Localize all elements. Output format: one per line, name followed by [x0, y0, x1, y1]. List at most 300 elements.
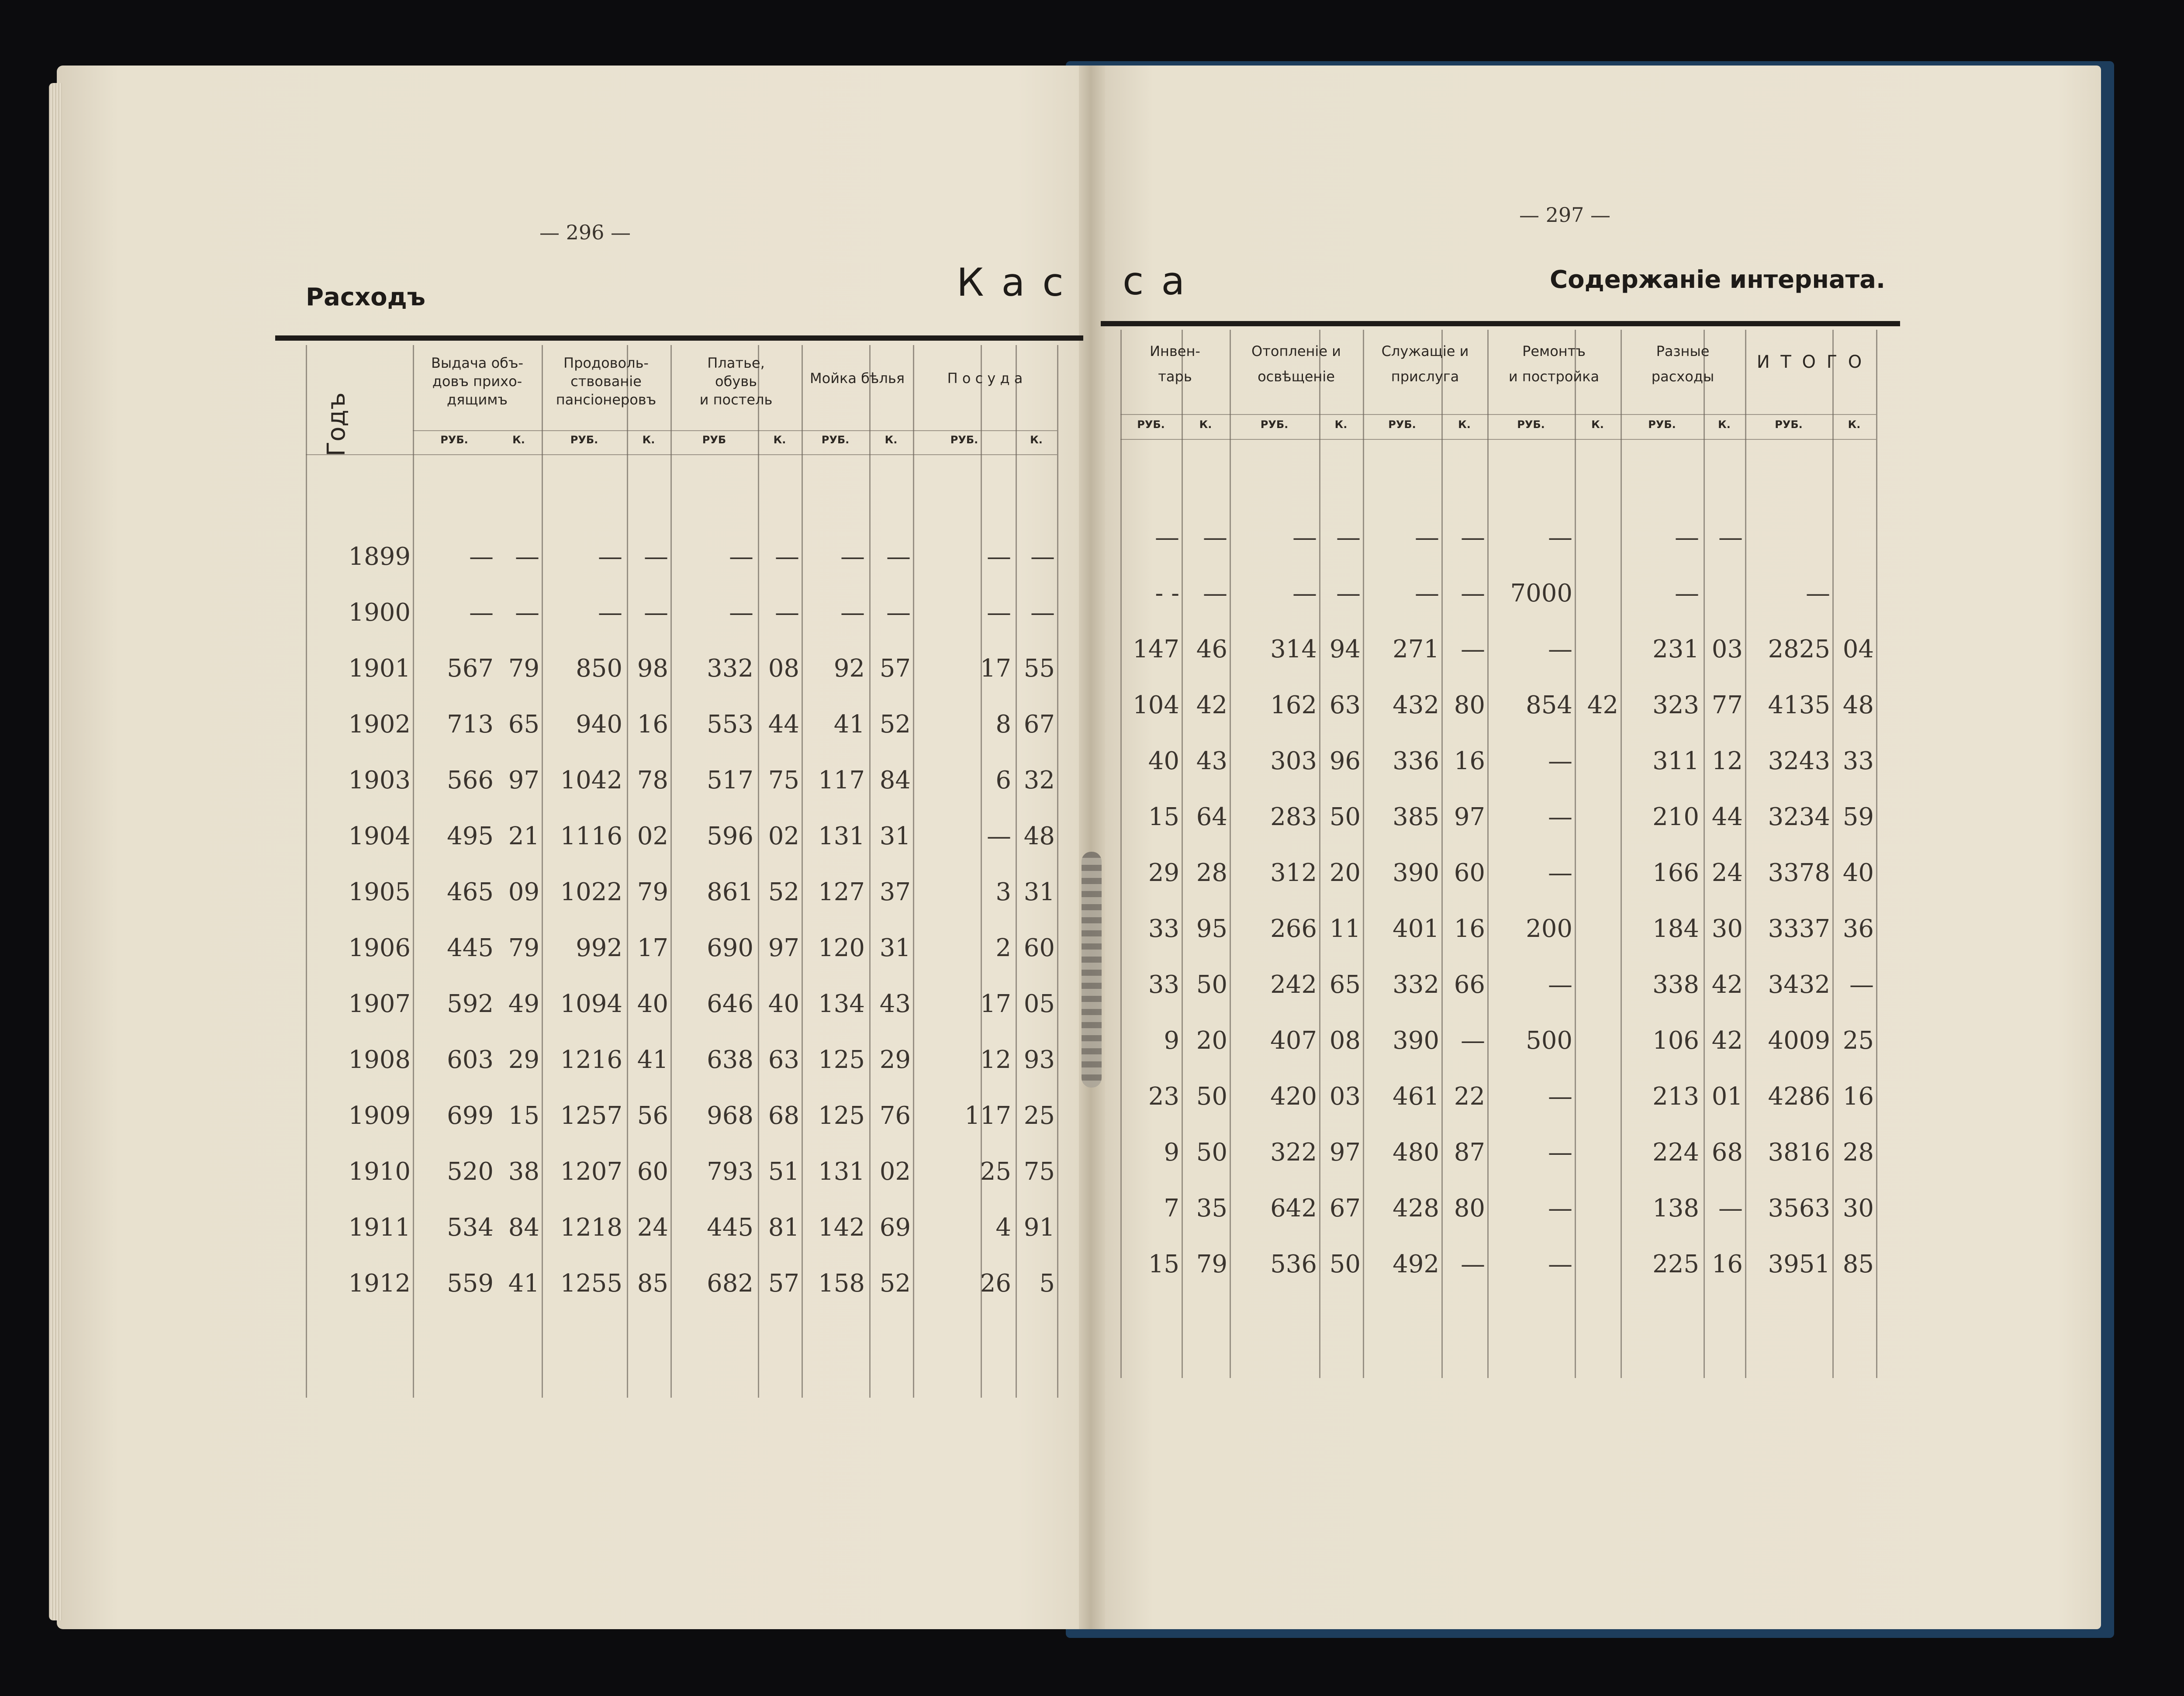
right-amount-kop: 97 [1454, 803, 1485, 831]
right-amount-rub: 213 [1652, 1082, 1699, 1111]
row-year: 1902 [348, 710, 411, 739]
right-amount-rub: 390 [1393, 859, 1439, 887]
amount-kop: 43 [879, 990, 911, 1018]
right-amount-rub: 231 [1652, 635, 1699, 663]
right-kop-header: К. [1334, 418, 1348, 431]
right-rub-header: РУБ. [1775, 418, 1803, 431]
right-column-divider [1182, 330, 1183, 1378]
right-amount-rub: — [1675, 579, 1699, 608]
right-amount-rub: — [1548, 803, 1572, 831]
amount-rub: — [840, 542, 865, 571]
amount-rub: 8 [995, 710, 1011, 739]
amount-rub: 699 [447, 1102, 494, 1130]
right-amount-kop: — [1336, 523, 1361, 552]
right-amount-kop: 85 [1842, 1250, 1874, 1278]
amount-rub: 17 [980, 654, 1011, 683]
left-column-header: Мойка бѣлья [810, 370, 905, 387]
right-amount-rub: 536 [1270, 1250, 1317, 1278]
row-year: 1905 [348, 878, 411, 906]
amount-kop: 91 [1023, 1213, 1055, 1242]
amount-rub: 41 [833, 710, 865, 739]
right-amount-rub: — [1548, 1082, 1572, 1111]
right-column-divider [1575, 330, 1576, 1378]
amount-rub: 638 [707, 1046, 753, 1074]
right-rub-header: РУБ. [1260, 418, 1289, 431]
amount-kop: — [1030, 542, 1055, 571]
amount-kop: — [1030, 598, 1055, 627]
amount-kop: 67 [1023, 710, 1055, 739]
amount-kop: — [644, 598, 668, 627]
left-rub-header: РУБ. [570, 434, 598, 446]
right-amount-kop: 40 [1842, 859, 1874, 887]
right-rub-header: РУБ. [1137, 418, 1165, 431]
amount-kop: 76 [879, 1102, 911, 1130]
amount-kop: 02 [637, 822, 668, 850]
amount-kop: 02 [879, 1157, 911, 1186]
right-amount-kop: 04 [1842, 635, 1874, 663]
left-page-number: — 296 — [539, 221, 631, 244]
amount-rub: 1116 [560, 822, 622, 850]
amount-kop: 78 [637, 766, 668, 794]
right-amount-kop: 01 [1711, 1082, 1743, 1111]
right-amount-kop: 03 [1329, 1082, 1361, 1111]
amount-kop: 63 [768, 1046, 799, 1074]
amount-kop: 40 [637, 990, 668, 1018]
amount-rub: — [987, 822, 1011, 850]
title-left-part: К а с [957, 260, 1066, 305]
right-amount-rub: 224 [1652, 1138, 1699, 1167]
amount-rub: — [987, 542, 1011, 571]
right-amount-kop: — [1849, 971, 1874, 999]
right-amount-kop: 77 [1711, 691, 1743, 719]
right-amount-rub: 3337 [1768, 915, 1830, 943]
right-amount-kop: 80 [1454, 1194, 1485, 1223]
right-amount-kop: 66 [1454, 971, 1485, 999]
amount-rub: 793 [707, 1157, 753, 1186]
left-kop-header: К. [773, 434, 786, 446]
amount-kop: 98 [637, 654, 668, 683]
right-amount-rub: 323 [1652, 691, 1699, 719]
right-rub-header: РУБ. [1648, 418, 1676, 431]
right-amount-kop: 50 [1196, 971, 1227, 999]
right-amount-rub: — [1548, 747, 1572, 775]
right-amount-kop: — [1461, 523, 1485, 552]
amount-rub: 567 [447, 654, 494, 683]
right-amount-kop: — [1461, 1026, 1485, 1055]
right-amount-rub: 147 [1133, 635, 1179, 663]
right-amount-rub: 420 [1270, 1082, 1317, 1111]
amount-kop: — [775, 542, 799, 571]
right-amount-rub: 3563 [1768, 1194, 1830, 1223]
right-amount-rub: 33 [1148, 915, 1179, 943]
amount-kop: 56 [637, 1102, 668, 1130]
right-amount-kop: 97 [1329, 1138, 1361, 1167]
amount-kop: 38 [508, 1157, 539, 1186]
right-rub-header: РУБ. [1388, 418, 1416, 431]
amount-rub: 603 [447, 1046, 494, 1074]
right-amount-kop: 87 [1454, 1138, 1485, 1167]
amount-rub: 131 [818, 1157, 865, 1186]
amount-rub: 861 [707, 878, 753, 906]
right-amount-kop: 50 [1196, 1138, 1227, 1167]
left-column-divider [1057, 345, 1058, 1398]
right-amount-rub: — [1675, 523, 1699, 552]
right-amount-rub: 3432 [1768, 971, 1830, 999]
right-amount-kop: 96 [1329, 747, 1361, 775]
amount-rub: 1216 [560, 1046, 622, 1074]
amount-kop: 41 [637, 1046, 668, 1074]
right-page [1096, 66, 2101, 1629]
right-amount-rub: 332 [1393, 971, 1439, 999]
right-amount-kop: 12 [1711, 747, 1743, 775]
amount-rub: 592 [447, 990, 494, 1018]
right-amount-kop: 48 [1842, 691, 1874, 719]
amount-rub: 125 [818, 1046, 865, 1074]
row-year: 1904 [348, 822, 411, 850]
amount-rub: 465 [447, 878, 494, 906]
right-amount-rub: 492 [1393, 1250, 1439, 1278]
right-amount-rub: — [1415, 523, 1439, 552]
amount-rub: 992 [576, 934, 622, 962]
right-amount-rub: — [1548, 1138, 1572, 1167]
amount-rub: 553 [707, 710, 753, 739]
right-amount-kop: 42 [1587, 691, 1618, 719]
amount-rub: 332 [707, 654, 753, 683]
left-header-rule [306, 454, 1057, 455]
right-amount-kop: 24 [1711, 859, 1743, 887]
right-column-header: Служащіе и прислуга [1381, 343, 1469, 385]
year-header: Годъ [322, 392, 351, 456]
amount-rub: 2 [995, 934, 1011, 962]
right-column-header: Ремонтъ и постройка [1508, 343, 1600, 385]
right-amount-kop: 67 [1329, 1194, 1361, 1223]
right-amount-rub: 642 [1270, 1194, 1317, 1223]
amount-rub: 1042 [560, 766, 622, 794]
right-amount-kop: 22 [1454, 1082, 1485, 1111]
right-amount-rub: 3951 [1768, 1250, 1830, 1278]
right-amount-kop: 16 [1711, 1250, 1743, 1278]
right-amount-rub: 104 [1133, 691, 1179, 719]
amount-kop: 21 [508, 822, 539, 850]
amount-kop: — [886, 542, 911, 571]
amount-kop: — [515, 598, 539, 627]
right-amount-rub: 312 [1270, 859, 1317, 887]
right-amount-rub: 210 [1652, 803, 1699, 831]
right-amount-rub: 338 [1652, 971, 1699, 999]
amount-kop: 16 [637, 710, 668, 739]
amount-kop: — [515, 542, 539, 571]
expense-label: Расходъ [306, 283, 425, 311]
amount-rub: 566 [447, 766, 494, 794]
right-amount-rub: 322 [1270, 1138, 1317, 1167]
right-amount-rub: — [1548, 1194, 1572, 1223]
right-amount-kop: 30 [1842, 1194, 1874, 1223]
right-amount-rub: 271 [1393, 635, 1439, 663]
right-amount-rub: 314 [1270, 635, 1317, 663]
right-amount-kop: — [1461, 635, 1485, 663]
right-amount-rub: — [1155, 523, 1179, 552]
amount-rub: 495 [447, 822, 494, 850]
right-amount-kop: — [1718, 1194, 1743, 1223]
left-top-rule [275, 335, 1083, 341]
amount-rub: 517 [707, 766, 753, 794]
row-year: 1906 [348, 934, 411, 962]
amount-kop: 52 [879, 710, 911, 739]
right-amount-rub: 266 [1270, 915, 1317, 943]
amount-kop: 31 [879, 822, 911, 850]
amount-rub: — [840, 598, 865, 627]
amount-kop: 31 [879, 934, 911, 962]
right-amount-rub: 3816 [1768, 1138, 1830, 1167]
right-amount-kop: — [1336, 579, 1361, 608]
amount-kop: 32 [1023, 766, 1055, 794]
amount-rub: 117 [818, 766, 865, 794]
right-amount-kop: 68 [1711, 1138, 1743, 1167]
amount-rub: 25 [980, 1157, 1011, 1186]
amount-kop: 17 [637, 934, 668, 962]
row-year: 1899 [348, 542, 411, 571]
right-amount-kop: 03 [1711, 635, 1743, 663]
right-amount-kop: 95 [1196, 915, 1227, 943]
right-amount-rub: 15 [1148, 1250, 1179, 1278]
right-amount-rub: 29 [1148, 859, 1179, 887]
right-amount-kop: 65 [1329, 971, 1361, 999]
right-amount-kop: 16 [1842, 1082, 1874, 1111]
right-header-rule [1120, 439, 1876, 440]
amount-rub: 646 [707, 990, 753, 1018]
amount-kop: 25 [1023, 1102, 1055, 1130]
right-kop-header: К. [1718, 418, 1731, 431]
right-amount-rub: 3234 [1768, 803, 1830, 831]
amount-rub: 117 [964, 1102, 1011, 1130]
right-amount-kop: 28 [1196, 859, 1227, 887]
right-amount-kop: 28 [1842, 1138, 1874, 1167]
right-amount-rub: 4009 [1768, 1026, 1830, 1055]
right-amount-kop: 42 [1711, 971, 1743, 999]
right-amount-kop: 50 [1196, 1082, 1227, 1111]
amount-rub: 850 [576, 654, 622, 683]
left-kop-header: К. [642, 434, 655, 446]
right-amount-rub: 480 [1393, 1138, 1439, 1167]
right-amount-rub: — [1548, 971, 1572, 999]
right-amount-rub: — [1548, 859, 1572, 887]
amount-kop: 40 [768, 990, 799, 1018]
right-amount-rub: 461 [1393, 1082, 1439, 1111]
amount-rub: 1218 [560, 1213, 622, 1242]
amount-kop: 75 [1023, 1157, 1055, 1186]
amount-rub: 127 [818, 878, 865, 906]
amount-kop: 15 [508, 1102, 539, 1130]
amount-kop: 85 [637, 1269, 668, 1298]
amount-rub: 534 [447, 1213, 494, 1242]
amount-kop: 48 [1023, 822, 1055, 850]
right-amount-kop: 35 [1196, 1194, 1227, 1223]
amount-rub: 17 [980, 990, 1011, 1018]
right-amount-rub: 385 [1393, 803, 1439, 831]
right-amount-kop: — [1203, 523, 1227, 552]
amount-rub: 1257 [560, 1102, 622, 1130]
amount-kop: 5 [1039, 1269, 1055, 1298]
right-amount-kop: 30 [1711, 915, 1743, 943]
right-amount-rub: 407 [1270, 1026, 1317, 1055]
right-amount-kop: 94 [1329, 635, 1361, 663]
right-amount-rub: 390 [1393, 1026, 1439, 1055]
amount-rub: 26 [980, 1269, 1011, 1298]
amount-rub: 4 [995, 1213, 1011, 1242]
left-rub-header: РУБ. [440, 434, 468, 446]
amount-kop: 37 [879, 878, 911, 906]
right-amount-rub: 138 [1652, 1194, 1699, 1223]
right-amount-kop: 25 [1842, 1026, 1874, 1055]
amount-kop: — [886, 598, 911, 627]
right-amount-kop: 60 [1454, 859, 1485, 887]
right-amount-kop: 16 [1454, 747, 1485, 775]
right-amount-kop: 16 [1454, 915, 1485, 943]
right-amount-kop: 50 [1329, 1250, 1361, 1278]
amount-kop: 57 [879, 654, 911, 683]
right-page-number: — 297 — [1519, 203, 1611, 227]
amount-rub: 125 [818, 1102, 865, 1130]
right-amount-rub: 401 [1393, 915, 1439, 943]
page-edges [49, 83, 62, 1620]
row-year: 1907 [348, 990, 411, 1018]
right-amount-kop: 80 [1454, 691, 1485, 719]
right-amount-rub: — [1292, 579, 1317, 608]
left-column-header: Выдача объ- довъ прихо- дящимъ [431, 355, 524, 408]
right-rub-header: РУБ. [1517, 418, 1545, 431]
amount-rub: 6 [995, 766, 1011, 794]
amount-rub: 520 [447, 1157, 494, 1186]
amount-rub: — [987, 598, 1011, 627]
left-rub-header: РУБ. [821, 434, 850, 446]
amount-kop: 29 [879, 1046, 911, 1074]
right-amount-rub: 500 [1526, 1026, 1572, 1055]
amount-rub: — [469, 542, 494, 571]
amount-kop: 52 [879, 1269, 911, 1298]
amount-rub: 596 [707, 822, 753, 850]
amount-rub: 690 [707, 934, 753, 962]
right-amount-rub: 432 [1393, 691, 1439, 719]
left-column-header: Продоволь- ствованіе пансіонеровъ [556, 355, 657, 408]
amount-kop: 84 [508, 1213, 539, 1242]
amount-rub: 134 [818, 990, 865, 1018]
amount-kop: 49 [508, 990, 539, 1018]
amount-rub: 713 [447, 710, 494, 739]
left-column-header: П о с у д а [947, 370, 1023, 387]
right-amount-kop: 63 [1329, 691, 1361, 719]
right-amount-rub: 2825 [1768, 635, 1830, 663]
right-kop-header: К. [1591, 418, 1604, 431]
amount-kop: 44 [768, 710, 799, 739]
amount-kop: 02 [768, 822, 799, 850]
amount-rub: 940 [576, 710, 622, 739]
right-amount-rub: 242 [1270, 971, 1317, 999]
amount-rub: 12 [980, 1046, 1011, 1074]
amount-rub: 1094 [560, 990, 622, 1018]
right-amount-kop: 50 [1329, 803, 1361, 831]
row-year: 1910 [348, 1157, 411, 1186]
right-amount-kop: 59 [1842, 803, 1874, 831]
amount-rub: 131 [818, 822, 865, 850]
amount-rub: 1022 [560, 878, 622, 906]
right-column-header: Разные расходы [1651, 343, 1714, 385]
right-amount-kop: 33 [1842, 747, 1874, 775]
amount-kop: 93 [1023, 1046, 1055, 1074]
right-amount-rub: — [1548, 635, 1572, 663]
amount-kop: 79 [508, 934, 539, 962]
amount-kop: 08 [768, 654, 799, 683]
right-amount-kop: 43 [1196, 747, 1227, 775]
amount-kop: 79 [508, 654, 539, 683]
row-year: 1911 [348, 1213, 411, 1242]
left-rub-header: РУБ. [950, 434, 978, 446]
amount-kop: 60 [1023, 934, 1055, 962]
amount-rub: 158 [818, 1269, 865, 1298]
left-column-header: Платье, обувь и постель [699, 355, 773, 408]
right-amount-kop: — [1461, 579, 1485, 608]
amount-kop: 75 [768, 766, 799, 794]
right-amount-kop: — [1203, 579, 1227, 608]
right-amount-rub: 4286 [1768, 1082, 1830, 1111]
amount-rub: 559 [447, 1269, 494, 1298]
right-amount-rub: 40 [1148, 747, 1179, 775]
left-kop-header: К. [512, 434, 525, 446]
right-amount-rub: 184 [1652, 915, 1699, 943]
right-amount-rub: 4135 [1768, 691, 1830, 719]
amount-kop: — [775, 598, 799, 627]
amount-rub: — [729, 598, 753, 627]
book-spine [1079, 66, 1105, 1629]
right-kop-header: К. [1199, 418, 1212, 431]
right-amount-rub: 854 [1526, 691, 1572, 719]
amount-rub: 445 [447, 934, 494, 962]
left-unit-rule [413, 430, 1057, 431]
right-amount-rub: 3378 [1768, 859, 1830, 887]
right-amount-rub: 428 [1393, 1194, 1439, 1223]
amount-rub: — [598, 542, 622, 571]
amount-rub: 3 [995, 878, 1011, 906]
amount-kop: 31 [1023, 878, 1055, 906]
right-unit-rule [1120, 414, 1876, 415]
row-year: 1901 [348, 654, 411, 683]
amount-rub: — [469, 598, 494, 627]
right-amount-kop: 64 [1196, 803, 1227, 831]
row-year: 1900 [348, 598, 411, 627]
right-amount-rub: 166 [1652, 859, 1699, 887]
right-amount-rub: 283 [1270, 803, 1317, 831]
amount-kop: 65 [508, 710, 539, 739]
right-amount-kop: 20 [1329, 859, 1361, 887]
right-amount-rub: 336 [1393, 747, 1439, 775]
right-amount-rub: — [1548, 523, 1572, 552]
right-kop-header: К. [1848, 418, 1861, 431]
right-amount-kop: 46 [1196, 635, 1227, 663]
row-year: 1909 [348, 1102, 411, 1130]
amount-kop: 24 [637, 1213, 668, 1242]
right-amount-kop: 42 [1711, 1026, 1743, 1055]
row-year: 1903 [348, 766, 411, 794]
left-rub-header: РУБ [702, 434, 726, 446]
left-kop-header: К. [1030, 434, 1043, 446]
amount-rub: 1255 [560, 1269, 622, 1298]
amount-kop: 55 [1023, 654, 1055, 683]
amount-kop: 81 [768, 1213, 799, 1242]
amount-rub: 92 [833, 654, 865, 683]
title-right-part: с а [1123, 259, 1188, 304]
row-year: 1912 [348, 1269, 411, 1298]
amount-kop: 41 [508, 1269, 539, 1298]
right-amount-rub: 9 [1164, 1026, 1179, 1055]
